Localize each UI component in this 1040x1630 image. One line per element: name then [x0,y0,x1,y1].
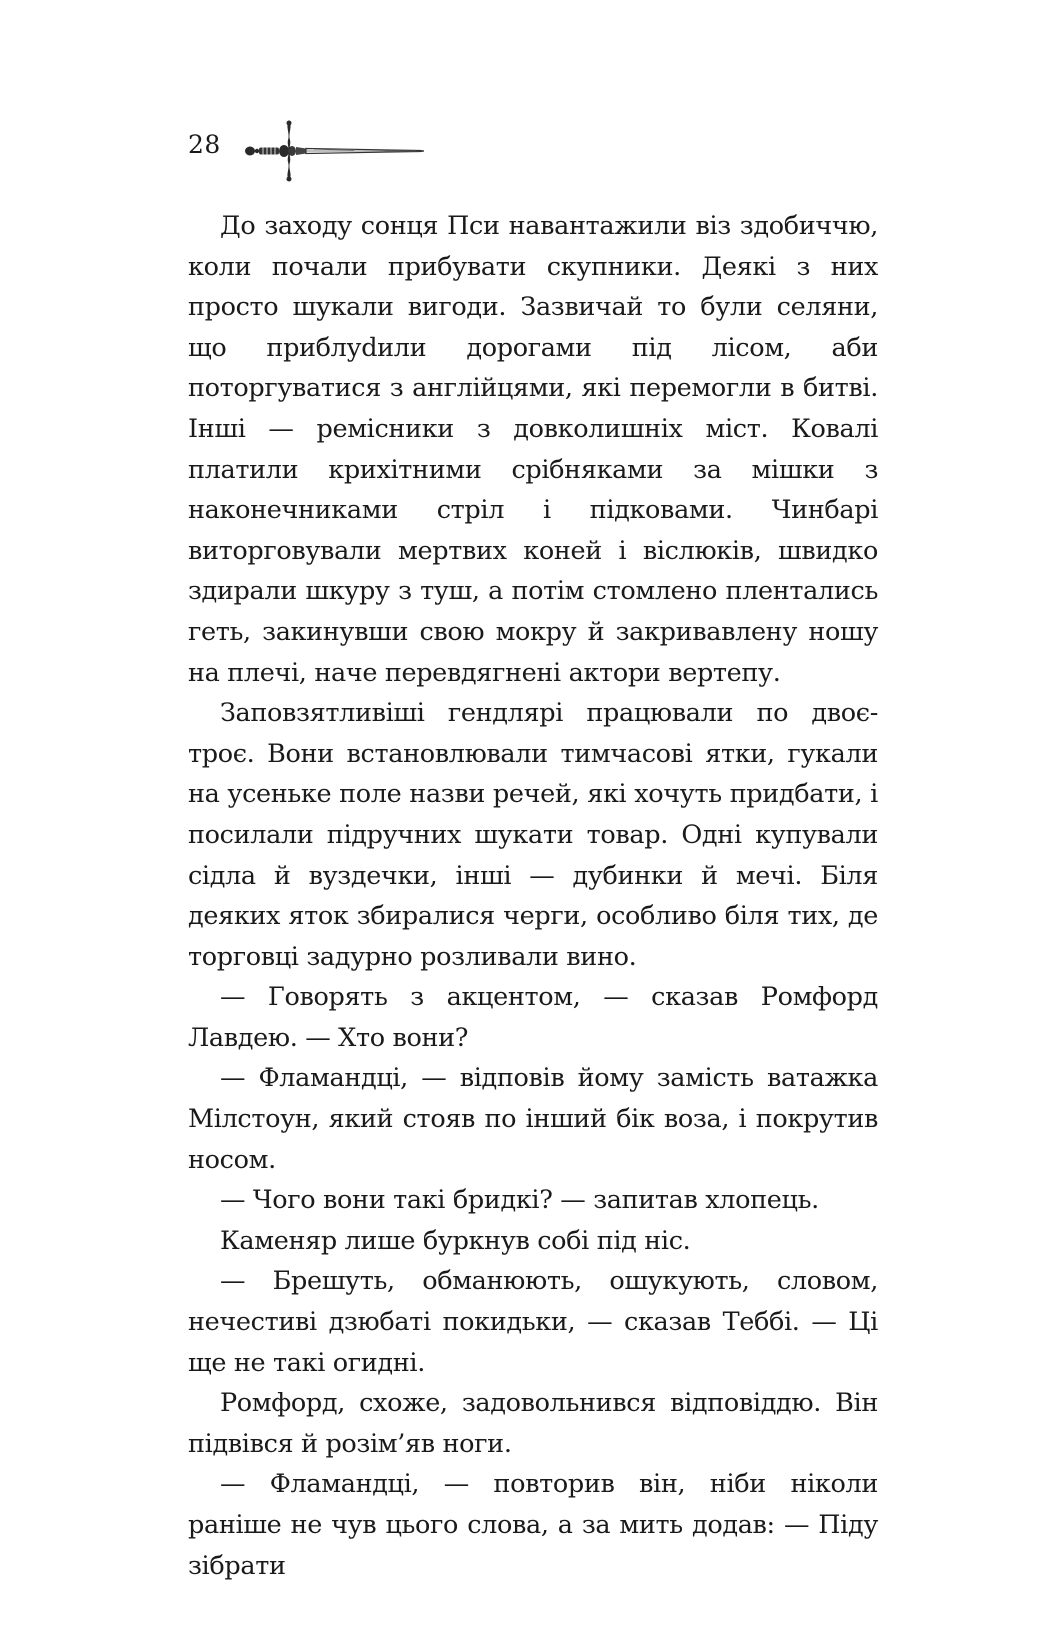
paragraph: Каменяр лише буркнув собі під ніс. [220,1225,691,1256]
paragraph: — Фламандці, — повторив він, ніби ніколи раніше не чув цього слова, а за мить додав: — Піду зібрати [188,1469,878,1581]
paragraph: — Фламандці, — відповів йому замість ватажка Мілстоун, який стояв по інший бік воза, і покрутив носом. [188,1063,878,1175]
paragraph: До заходу сонця Пси навантажили віз здобиччю, коли почали прибувати скупники. Деякі з них просто шукали вигоди. Зазвичай то були селяни, що приблуdили дорогами під лісом, аби поторгуватися з англійцями, які перемогли в битві. Інші — ремісники з довколишніх міст. Ковалі платили крихітними срібняками за мішки з наконечниками стріл і підковами. Чинбарі виторговували мертвих коней і віслюків, швидко здирали шкуру з туш, а потім стомлено плентались геть, закинувши свою мокру й закривавлену ношу на плечі, наче перевдягнені актори вертепу. [188,211,878,688]
page-header [188,120,448,180]
paragraph: — Брешуть, обманюють, ошукують, словом, нечестиві дзюбаті покидьки, — сказав Теббі. — Ці ще не такі огидні. [188,1266,878,1378]
paragraph: — Говорять з акцентом, — сказав Ромфорд Лавдею. — Хто вони? [188,982,878,1053]
sword-icon [244,120,424,182]
body-text [188,206,878,1586]
page-number: 28 [188,130,221,159]
paragraph: Ромфорд, схоже, задовольнився відповіддю. Він підвівся й розім’яв ноги. [188,1388,878,1459]
paragraph: Заповзятливіші гендлярі працювали по двоє-троє. Вони встановлювали тимчасові ятки, гукали на усеньке поле назви речей, які хочуть придбати, і посилали підручних шукати товар. Одні купували сідла й вуздечки, інші — дубинки й мечі. Біля деяких яток збиралися черги, особливо біля тих, де торговці задурно розливали вино. [188,698,878,972]
paragraph: — Чого вони такі бридкі? — запитав хлопець. [220,1185,819,1216]
